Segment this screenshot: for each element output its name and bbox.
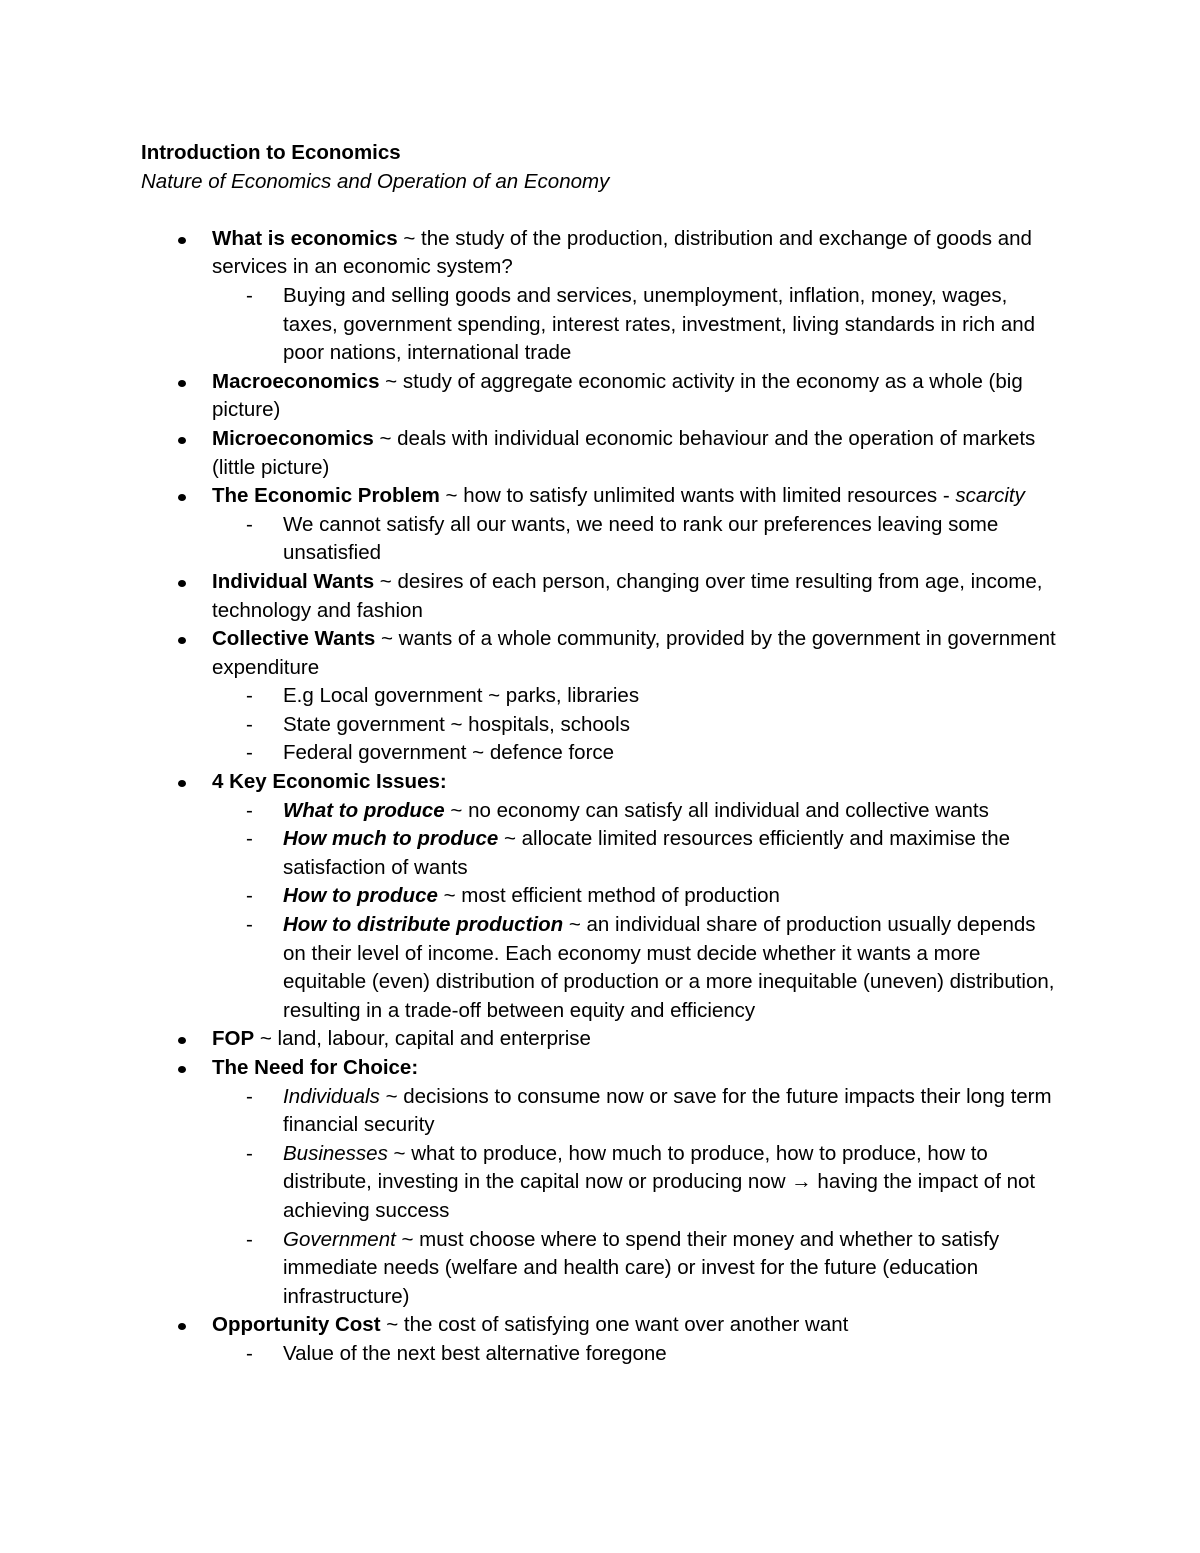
sub-text: ~ most efficient method of production: [437, 884, 780, 908]
sub-lead: How to produce: [283, 884, 438, 908]
sub-item: [212, 1226, 1061, 1312]
term: Microeconomics: [212, 426, 374, 450]
dash-icon: -: [246, 512, 253, 536]
bullet-icon: [178, 1037, 186, 1044]
sub-lead: How to distribute production: [283, 913, 564, 937]
sub-item: [212, 882, 1061, 911]
term: Macroeconomics: [212, 369, 380, 393]
sub-item: [212, 1140, 1061, 1226]
list-item: [141, 425, 1061, 482]
sub-lead: How much to produce: [283, 827, 499, 851]
bullet-icon: [178, 780, 186, 787]
dash-icon: -: [246, 827, 253, 851]
term: 4 Key Economic Issues:: [212, 770, 447, 794]
dash-icon: -: [246, 684, 253, 708]
bullet-icon: [178, 437, 186, 444]
bullet-icon: [178, 1066, 186, 1073]
list-item: [141, 1025, 1061, 1054]
sub-list: [212, 682, 1061, 768]
sub-item: [212, 797, 1061, 826]
sub-lead: Businesses: [283, 1141, 388, 1165]
dash-icon: -: [246, 798, 253, 822]
sub-item: [212, 711, 1061, 740]
term: FOP: [212, 1027, 255, 1051]
dash-icon: -: [246, 1227, 253, 1251]
sub-item: [212, 911, 1061, 1025]
definition: ~ study of aggregate economic activity in the economy as a whole (big picture): [212, 369, 1023, 422]
sub-lead: Individuals: [283, 1084, 380, 1108]
sub-text: ~ decisions to consume now or save for the future impacts their long term financial security: [283, 1084, 1052, 1137]
dash-icon: -: [246, 1141, 253, 1165]
sub-text: ~ no economy can satisfy all individual and collective wants: [444, 798, 989, 822]
sub-item: [212, 825, 1061, 882]
sub-item: [212, 511, 1061, 568]
bullet-icon: [178, 494, 186, 501]
sub-list: [212, 1340, 1061, 1369]
document-subtitle: Nature of Economics and Operation of an Economy: [141, 169, 610, 193]
sub-text: E.g Local government ~ parks, libraries: [283, 684, 640, 708]
definition: ~ the cost of satisfying one want over another want: [380, 1313, 849, 1337]
dash-icon: -: [246, 913, 253, 937]
definition: ~ the study of the production, distribution and exchange of goods and services in an economic system?: [212, 226, 1032, 279]
list-item: [141, 368, 1061, 425]
sub-text: Value of the next best alternative foregone: [283, 1341, 667, 1365]
sub-list: [212, 511, 1061, 568]
term: Opportunity Cost: [212, 1313, 381, 1337]
definition: ~ deals with individual economic behaviour and the operation of markets (little picture): [212, 426, 1036, 479]
definition: ~ how to satisfy unlimited wants with limited resources -: [439, 484, 956, 508]
term: Individual Wants: [212, 569, 375, 593]
bullet-icon: [178, 237, 186, 244]
sub-lead: What to produce: [283, 798, 445, 822]
sub-text: ~ an individual share of production usually depends on their level of income. Each economy must decide whether it wants a more equitable (even) distribution of production or a more inequitable (uneven) distribution, resulting in a trade-off between equity and efficiency: [283, 913, 1055, 1022]
sub-list: [212, 1083, 1061, 1312]
dash-icon: -: [246, 1084, 253, 1108]
list-item: [141, 1054, 1061, 1311]
document-page: [141, 139, 1061, 1369]
dash-icon: -: [246, 283, 253, 307]
sub-text: ~ must choose where to spend their money and whether to satisfy immediate needs (welfare and health care) or invest for the future (education infrastructure): [283, 1227, 1000, 1308]
bullet-icon: [178, 380, 186, 387]
term: The Need for Choice:: [212, 1056, 419, 1079]
sub-text: Federal government ~ defence force: [283, 741, 615, 765]
sub-list: [212, 282, 1061, 368]
sub-item: [212, 1340, 1061, 1369]
sub-text: ~ what to produce, how much to produce, how to produce, how to distribute, investing in the capital now or producing now → having the impact of not achieving success: [283, 1141, 1036, 1222]
sub-item: [212, 739, 1061, 768]
dash-icon: -: [246, 884, 253, 908]
sub-item: [212, 282, 1061, 368]
sub-text: Buying and selling goods and services, unemployment, inflation, money, wages, taxes, government spending, interest rates, investment, living standards in rich and poor nations, international trade: [283, 283, 1036, 365]
dash-icon: -: [246, 712, 253, 736]
definition: ~ desires of each person, changing over time resulting from age, income, technology and fashion: [212, 569, 1043, 622]
list-item: [141, 1311, 1061, 1368]
list-item: [141, 625, 1061, 768]
bullet-icon: [178, 637, 186, 644]
definition-italic: scarcity: [955, 484, 1025, 508]
list-item: [141, 768, 1061, 1025]
dash-icon: -: [246, 741, 253, 765]
list-item: [141, 225, 1061, 368]
list-item: [141, 568, 1061, 625]
bullet-icon: [178, 580, 186, 587]
sub-text: We cannot satisfy all our wants, we need to rank our preferences leaving some unsatisfied: [283, 512, 999, 565]
sub-list: [212, 797, 1061, 1026]
sub-text: ~ allocate limited resources efficiently and maximise the satisfaction of wants: [283, 827, 1011, 879]
sub-item: [212, 682, 1061, 711]
bullet-icon: [178, 1323, 186, 1330]
list-item: [141, 482, 1061, 568]
term: What is economics: [212, 226, 398, 250]
bullet-list: [141, 225, 1061, 1369]
definition: ~ wants of a whole community, provided by the government in government expenditure: [212, 627, 1056, 679]
document-title: Introduction to Economics: [141, 141, 401, 164]
sub-text: State government ~ hospitals, schools: [283, 712, 630, 736]
definition: ~ land, labour, capital and enterprise: [254, 1027, 591, 1051]
term: Collective Wants: [212, 627, 376, 651]
sub-item: [212, 1083, 1061, 1140]
dash-icon: -: [246, 1341, 253, 1365]
sub-lead: Government: [283, 1227, 396, 1251]
term: The Economic Problem: [212, 484, 440, 508]
